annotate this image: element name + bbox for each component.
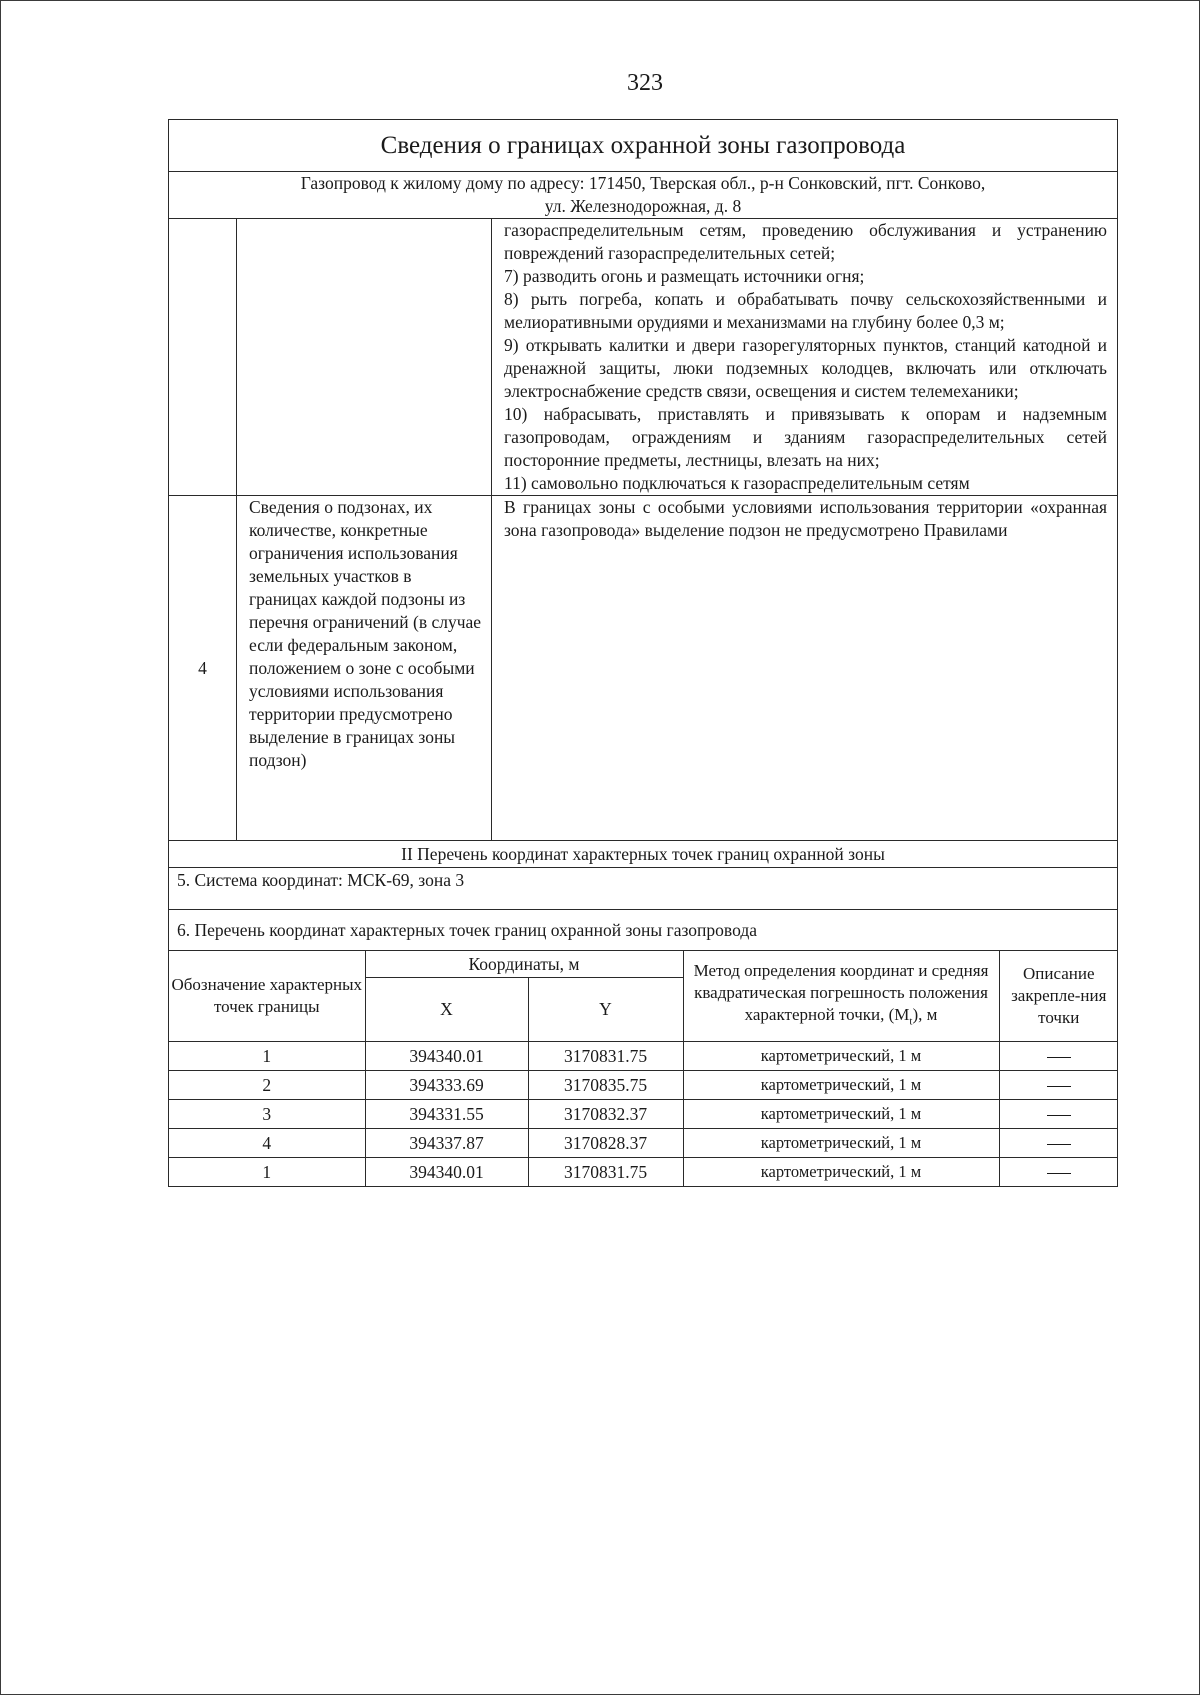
table-row xyxy=(169,1128,1118,1157)
coord-y: 3170828.37 xyxy=(528,1128,683,1157)
description xyxy=(999,1099,1118,1128)
table-row xyxy=(169,1157,1118,1186)
header-x: X xyxy=(365,977,528,1041)
point-number: 1 xyxy=(169,1041,365,1070)
restriction-item: 10) набрасывать, приставлять и привязывать к опорам и надземным газопроводам, ограждениям и зданиям газораспределительных сетей посторонние предметы, лестницы, влезать на них; xyxy=(504,404,1108,470)
dash-mark xyxy=(1047,1057,1071,1058)
page-number: 323 xyxy=(627,70,663,96)
zone-info-table xyxy=(168,119,1118,1187)
restriction-item: 8) рыть погреба, копать и обрабатывать почву сельскохозяйственными и мелиоративными орудиями и механизмами на глубину более 0,3 м; xyxy=(504,289,1108,332)
coordinate-list-title: 6. Перечень координат характерных точек границ охранной зоны газопровода xyxy=(169,910,1118,951)
description xyxy=(999,1157,1118,1186)
address-line-1: Газопровод к жилому дому по адресу: 171450, Тверская обл., р-н Сонковский, пгт. Сонково, xyxy=(300,173,986,193)
coord-x: 394340.01 xyxy=(365,1157,528,1186)
dash-mark xyxy=(1047,1173,1071,1174)
method: картометрический, 1 м xyxy=(683,1070,999,1099)
header-description: Описание закрепле-ния точки xyxy=(999,951,1118,1041)
point-number: 2 xyxy=(169,1070,365,1099)
coordinate-system: 5. Система координат: МСК-69, зона 3 xyxy=(169,868,1118,910)
method: картометрический, 1 м xyxy=(683,1041,999,1070)
restriction-item: 11) самовольно подключаться к газораспределительным сетям xyxy=(504,473,970,493)
header-coordinates: Координаты, м xyxy=(365,951,683,977)
header-method: Метод определения координат и средняя квадратическая погрешность положения характерной точки, $(M_t)$, м xyxy=(683,951,999,1041)
coord-x: 394333.69 xyxy=(365,1070,528,1099)
section-2-title: II Перечень координат характерных точек границ охранной зоны xyxy=(169,841,1118,868)
coord-y: 3170831.75 xyxy=(528,1157,683,1186)
subzones-label: Сведения о подзонах, их количестве, конкретные ограничения использования земельных участков в границах каждой подзоны из перечня ограничений (в случае если федеральным законом, положением о зоне с особыми условиями использования территории предусмотрено выделение в границах зоны подзон) xyxy=(237,496,492,841)
coord-x: 394337.87 xyxy=(365,1128,528,1157)
subzones-content: В границах зоны с особыми условиями использования территории «охранная зона газопровода» выделение подзон не предусмотрено Правилами xyxy=(492,496,1118,841)
pipeline-address xyxy=(169,172,1118,219)
coord-y: 3170835.75 xyxy=(528,1070,683,1099)
row-number-continued xyxy=(169,219,237,496)
dash-mark xyxy=(1047,1144,1071,1145)
address-line-2: ул. Железнодорожная, д. 8 xyxy=(544,196,742,216)
coordinates-table xyxy=(169,951,1118,1186)
point-number: 3 xyxy=(169,1099,365,1128)
table-row xyxy=(169,1070,1118,1099)
dash-mark xyxy=(1047,1115,1071,1116)
header-y: Y xyxy=(528,977,683,1041)
method: картометрический, 1 м xyxy=(683,1099,999,1128)
coordinates-table-wrapper xyxy=(169,951,1118,1187)
dash-mark xyxy=(1047,1086,1071,1087)
header-point: Обозначение характерных точек границы xyxy=(169,951,365,1041)
restriction-item: газораспределительным сетям, проведению обслуживания и устранению повреждений газораспределительных сетей; xyxy=(504,220,1108,263)
row-label-continued xyxy=(237,219,492,496)
row-number: 4 xyxy=(169,496,237,841)
document-title: Сведения о границах охранной зоны газопровода xyxy=(169,120,1118,172)
coord-x: 394340.01 xyxy=(365,1041,528,1070)
coord-y: 3170831.75 xyxy=(528,1041,683,1070)
point-number: 4 xyxy=(169,1128,365,1157)
method: картометрический, 1 м xyxy=(683,1157,999,1186)
table-row xyxy=(169,1099,1118,1128)
restrictions-continued xyxy=(492,219,1118,496)
description xyxy=(999,1070,1118,1099)
restriction-item: 9) открывать калитки и двери газорегуляторных пунктов, станций катодной и дренажной защиты, люки подземных колодцев, включать или отключать электроснабжение средств связи, освещения и систем телемеханики; xyxy=(504,335,1108,401)
coord-x: 394331.55 xyxy=(365,1099,528,1128)
table-row xyxy=(169,1041,1118,1070)
restriction-item: 7) разводить огонь и размещать источники огня; xyxy=(504,266,865,286)
coord-y: 3170832.37 xyxy=(528,1099,683,1128)
description xyxy=(999,1128,1118,1157)
description xyxy=(999,1041,1118,1070)
point-number: 1 xyxy=(169,1157,365,1186)
method: картометрический, 1 м xyxy=(683,1128,999,1157)
